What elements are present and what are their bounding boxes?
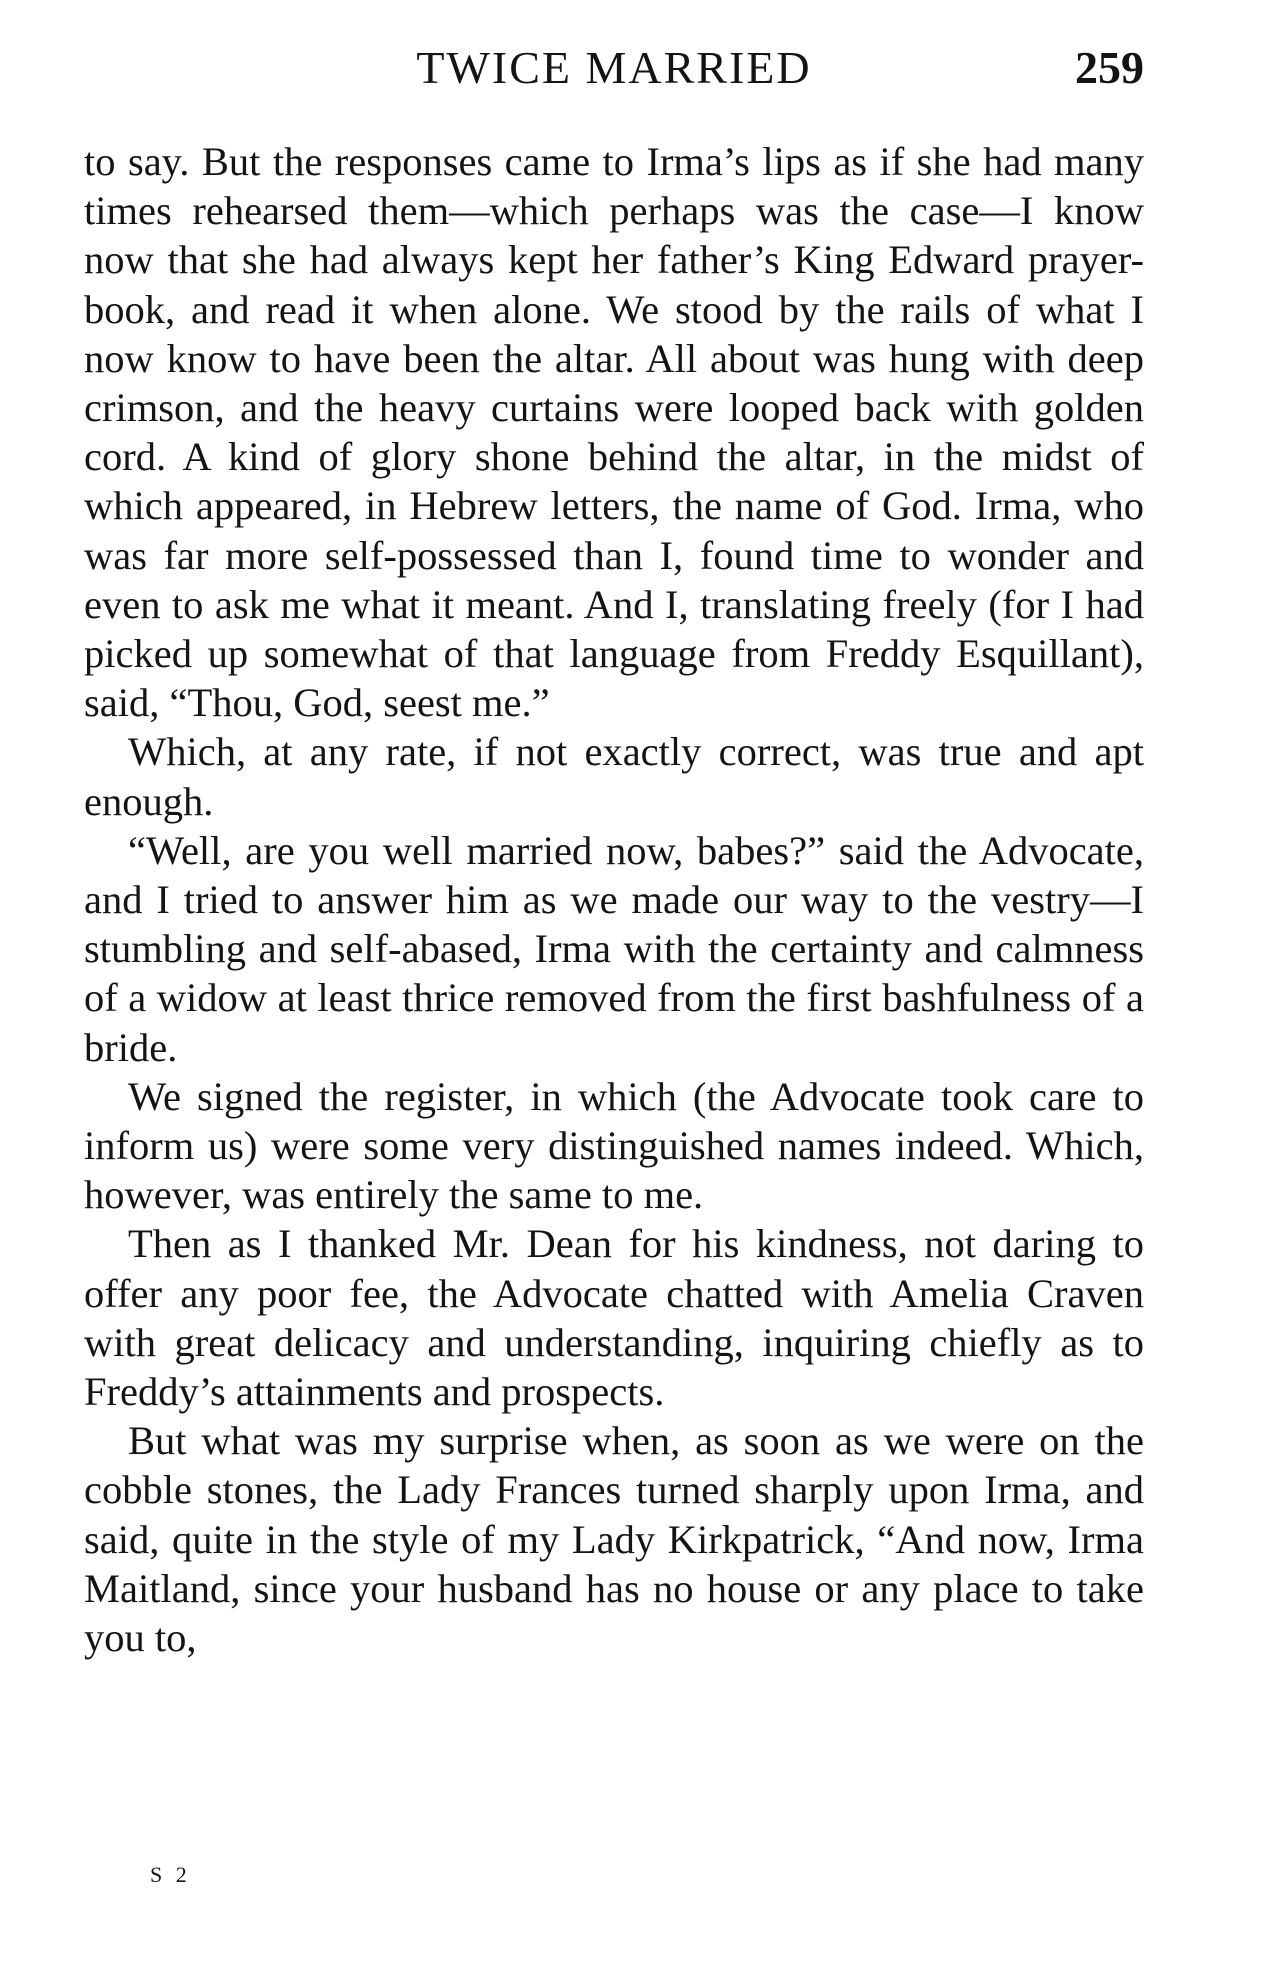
page-number: 259 (1075, 42, 1144, 93)
body-text (84, 137, 1144, 1662)
paragraph: Then as I thanked Mr. Dean for his kindness, not daring to offer any poor fee, the Advocate chatted with Amelia Craven with great delicacy and understanding, inquiring chiefly as to Freddy’s attainments and prospects. (84, 1221, 1144, 1415)
paragraph: “Well, are you well married now, babes?” said the Advocate, and I tried to answer him as we made our way to the vestry—I stumbling and self-abased, Irma with the certainty and calmness of a widow at least thrice removed from the first bashfulness of a bride. (84, 827, 1144, 1070)
running-title: TWICE MARRIED (416, 42, 812, 93)
paragraph: We signed the register, in which (the Advocate took care to inform us) were some very distinguished names indeed. Which, however, was entirely the same to me. (84, 1073, 1144, 1218)
signature-mark: S 2 (150, 1862, 191, 1887)
paragraph: Which, at any rate, if not exactly correct, was true and apt enough. (84, 729, 1144, 824)
paragraph-continuation: to say. But the responses came to Irma’s lips as if she had many times rehearsed them—which perhaps was the case—I know now that she had always kept her father’s King Edward prayer-book, and read it when alone. We stood by the rails of what I now know to have been the altar. All about was hung with deep crimson, and the heavy curtains were looped back with golden cord. A kind of glory shone behind the altar, in the midst of which appeared, in Hebrew letters, the name of God. Irma, who was far more self-possessed than I, found time to wonder and even to ask me what it meant. And I, translating freely (for I had picked up somewhat of that language from Freddy Esquillant), said, “Thou, God, seest me.” (84, 139, 1144, 726)
paragraph: But what was my surprise when, as soon as we were on the cobble stones, the Lady Frances turned sharply upon Irma, and said, quite in the style of my Lady Kirkpatrick, “And now, Irma Maitland, since your husband has no house or any place to take you to, (84, 1418, 1144, 1661)
running-head (84, 38, 1144, 98)
